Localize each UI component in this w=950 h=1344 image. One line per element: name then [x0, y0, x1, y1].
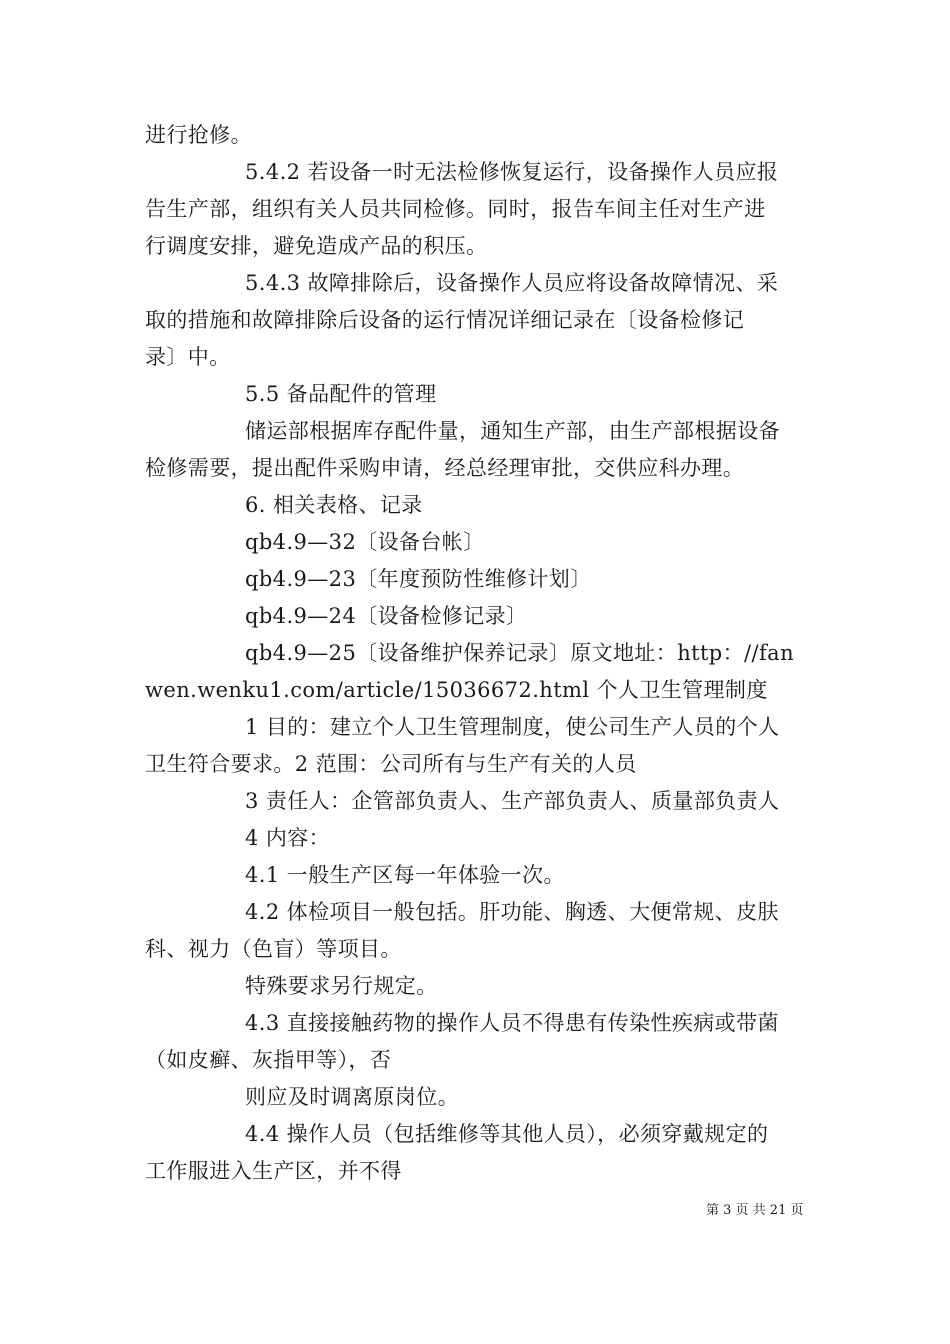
text-line: 1 目的：建立个人卫生管理制度，使公司生产人员的个人 [245, 715, 780, 739]
record-item: qb4.9—32〔设备台帐〕 [245, 530, 485, 554]
section-heading: 4 内容： [245, 826, 331, 850]
text-line: 特殊要求另行规定。 [245, 974, 438, 998]
text-line: 3 责任人：企管部负责人、生产部负责人、质量部负责人 [245, 789, 780, 813]
text-line: wen.wenku1.com/article/15036672.html 个人卫生管理制度 [145, 678, 768, 702]
page-number: 第 3 页 共 21 页 [706, 1203, 804, 1218]
text-line: 行调度安排，避免造成产品的积压。 [145, 234, 488, 258]
record-item: qb4.9—23〔年度预防性维修计划〕 [245, 567, 592, 591]
text-line: 检修需要，提出配件采购申请，经总经理审批，交供应科办理。 [145, 456, 745, 480]
text-line: 进行抢修。 [145, 123, 252, 147]
text-line: 4.3 直接接触药物的操作人员不得患有传染性疾病或带菌 [245, 1011, 779, 1035]
text-line: 4.2 体检项目一般包括。肝功能、胸透、大便常规、皮肤 [245, 900, 779, 924]
section-heading: 6. 相关表格、记录 [245, 493, 423, 517]
text-line: 录〕中。 [145, 345, 231, 369]
document-body [145, 117, 810, 1190]
record-item: qb4.9—25〔设备维护保养记录〕原文地址：http：//fan [245, 641, 795, 665]
text-line: （如皮癣、灰指甲等），否 [145, 1048, 392, 1072]
text-line: 科、视力（色盲）等项目。 [145, 937, 402, 961]
text-line: 工作服进入生产区，并不得 [145, 1159, 402, 1183]
text-line: 5.4.2 若设备一时无法检修恢复运行，设备操作人员应报 [245, 160, 779, 184]
record-item: qb4.9—24〔设备检修记录〕 [245, 604, 528, 628]
text-line: 则应及时调离原岗位。 [245, 1085, 459, 1109]
text-line: 取的措施和故障排除后设备的运行情况详细记录在〔设备检修记 [145, 308, 745, 332]
text-line: 4.1 一般生产区每一年体验一次。 [245, 863, 565, 887]
text-line: 储运部根据库存配件量，通知生产部，由生产部根据设备 [245, 419, 780, 443]
text-line: 告生产部，组织有关人员共同检修。同时，报告车间主任对生产进 [145, 197, 766, 221]
section-heading: 5.5 备品配件的管理 [245, 382, 437, 406]
text-line: 卫生符合要求。2 范围：公司所有与生产有关的人员 [145, 752, 637, 776]
text-line: 4.4 操作人员（包括维修等其他人员），必须穿戴规定的 [245, 1122, 769, 1146]
text-line: 5.4.3 故障排除后，设备操作人员应将设备故障情况、采 [245, 271, 779, 295]
